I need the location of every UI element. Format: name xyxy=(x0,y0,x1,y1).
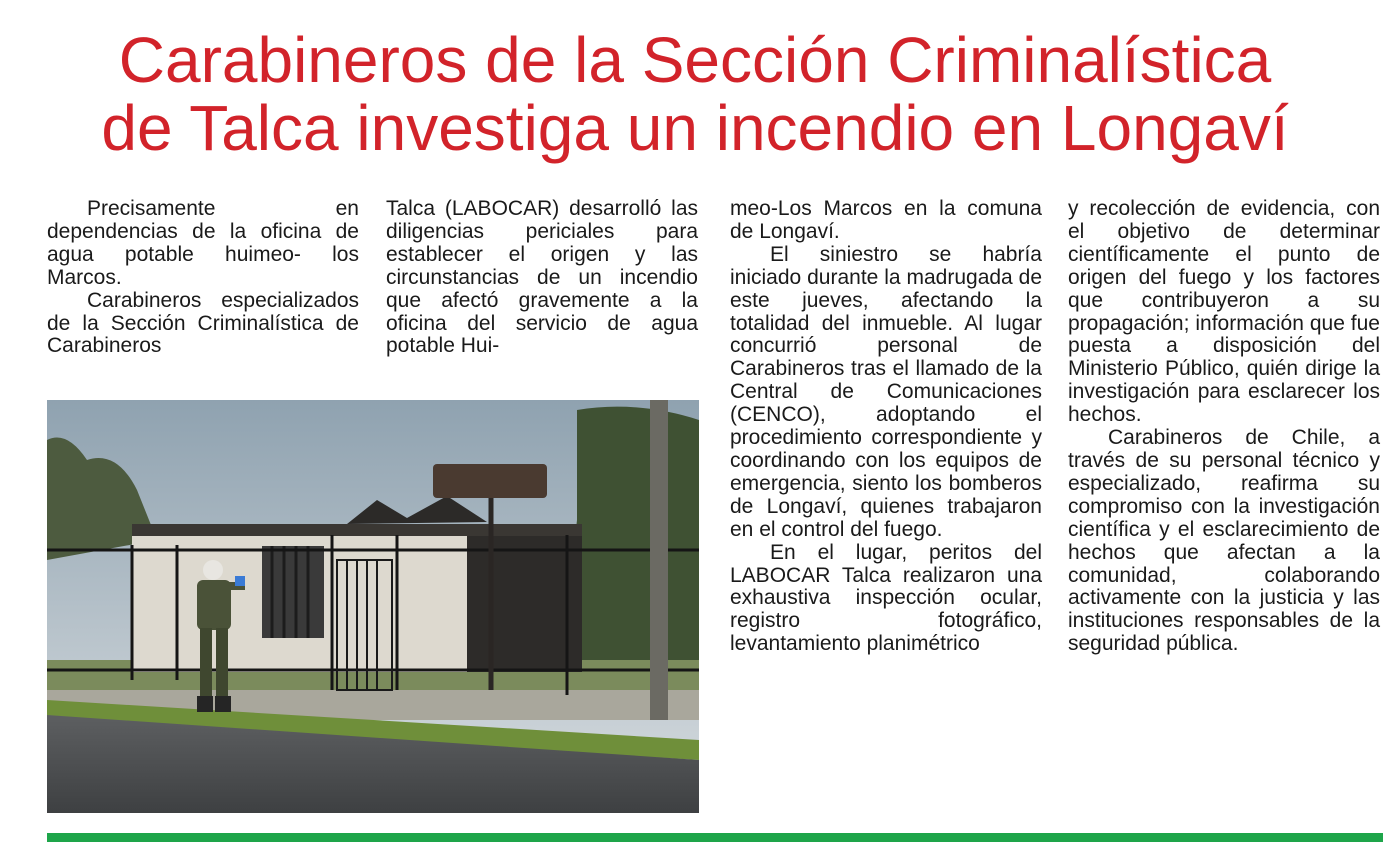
paragraph: Carabineros de Chile, a través de su personal técnico y especializado, reafirma su compromiso con la investigación científica y el esclarecimiento de hechos que afectan a la comunidad, colaborando activamente con la justicia y las instituciones responsables de la seguridad pública. xyxy=(1068,426,1380,656)
headline xyxy=(0,26,1390,162)
paragraph: Precisamente en dependencias de la oficina de agua potable huimeo- los Marcos. xyxy=(47,197,359,289)
paragraph: Carabineros especializados de la Sección Criminalística de Carabineros xyxy=(47,288,359,358)
headline-line-2: de Talca investiga un incendio en Longaví xyxy=(101,92,1289,164)
headline-line-1: Carabineros de la Sección Criminalística xyxy=(118,24,1272,96)
bottom-rule xyxy=(47,833,1383,842)
trees-right xyxy=(574,407,699,700)
paragraph: y recolección de evidencia, con el objetivo de determinar científicamente el punto de origen del fuego y los factores que contribuyeron a su propagación; información que fue puesta a disposición del Ministerio Público, quién dirige la investigación para esclarecer los hechos. xyxy=(1068,197,1380,427)
burned-section xyxy=(467,536,582,672)
paragraph: En el lugar, peritos del LABOCAR Talca realizaron una exhaustiva inspección ocular, registro fotográfico, levantamiento planimétrico xyxy=(730,540,1042,656)
paragraph: El siniestro se habría iniciado durante la madrugada de este jueves, afectando la totalidad del inmueble. Al lugar concurrió personal de Carabineros tras el llamado de la Central de Comunicaciones (CENCO), adoptando el procedimiento correspondiente y coordinando con los equipos de emergencia, siento los bomberos de Longaví, quienes trabajaron en el control del fuego. xyxy=(730,242,1042,541)
article-column-3 xyxy=(730,198,1042,656)
article-column-4 xyxy=(1068,198,1380,656)
article-column-1 xyxy=(47,198,359,358)
utility-pole xyxy=(650,400,668,720)
news-photo xyxy=(47,400,699,813)
paragraph: meo-Los Marcos en la comuna de Longaví. xyxy=(730,197,1042,243)
article-column-2 xyxy=(386,198,698,358)
sign xyxy=(433,464,547,498)
paragraph: Talca (LABOCAR) desarrolló las diligencias periciales para establecer el origen y las circunstancias de un incendio que afectó gravemente a la oficina del servicio de agua potable Hui- xyxy=(386,197,698,358)
burned-office-photo xyxy=(47,400,699,813)
burned-roof xyxy=(132,524,582,536)
